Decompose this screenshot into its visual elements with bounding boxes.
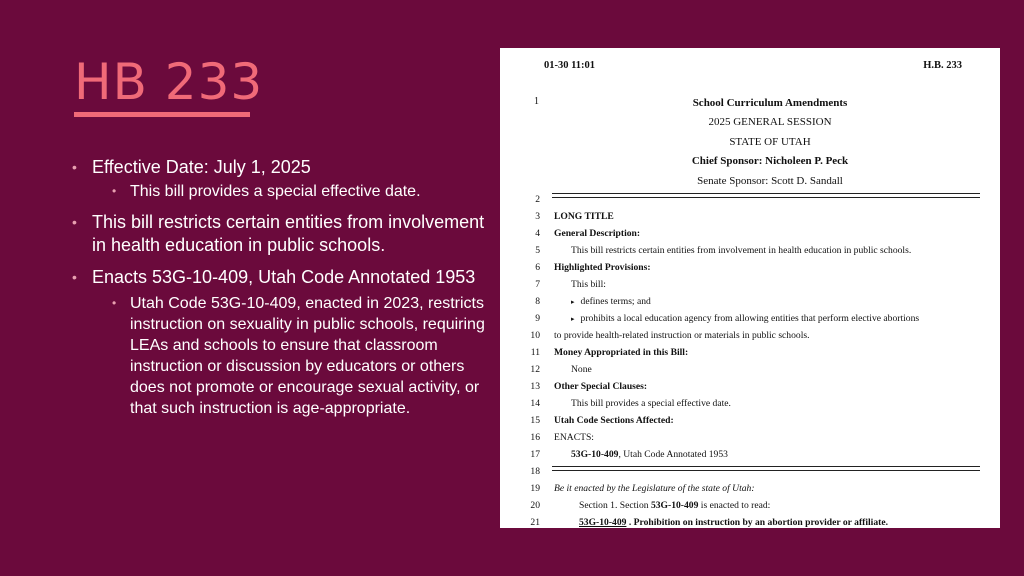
doc-line: 13 Other Special Clauses:: [530, 381, 648, 392]
doc-line: 15 Utah Code Sections Affected:: [530, 415, 674, 426]
doc-senate-sponsor: Senate Sponsor: Scott D. Sandall: [697, 175, 843, 187]
doc-bill-number: H.B. 233: [923, 60, 962, 71]
doc-line: 16 ENACTS:: [530, 432, 594, 443]
doc-line: 2: [535, 194, 540, 205]
sub-bullet-utah-code: • Utah Code 53G-10-409, enacted in 2023, restricts instruction on sexuality in public schools, requiring LEAs and schools to ensure that classroom instruction or discussion by educators or others does not promote or encourage sexual activity, or that such instruction is age-appropriate.: [72, 293, 492, 419]
line-number: 1: [534, 96, 539, 107]
bullet-enacts: • Enacts 53G-10-409, Utah Code Annotated 1953: [72, 266, 492, 289]
doc-line: 11 Money Appropriated in this Bill:: [530, 347, 689, 358]
doc-line: 14 This bill provides a special effective date.: [530, 398, 731, 409]
title-underline: [74, 112, 250, 117]
doc-line: 20 Section 1. Section 53G-10-409 is enacted to read:: [530, 500, 771, 511]
doc-line: 18: [530, 466, 540, 477]
doc-line: 4 General Description:: [535, 228, 641, 239]
triangle-bullet-icon: ▸: [571, 315, 575, 323]
doc-line: 21 53G-10-409 . Prohibition on instruction by an abortion provider or affiliate.: [530, 517, 888, 528]
bill-document-image: [500, 48, 1000, 528]
bullet-list: [72, 156, 492, 428]
doc-state: STATE OF UTAH: [729, 136, 811, 148]
doc-line: 6 Highlighted Provisions:: [535, 262, 651, 273]
doc-line: 7 This bill:: [535, 279, 606, 290]
doc-line: 3 LONG TITLE: [535, 211, 614, 222]
doc-stamp: 01-30 11:01: [544, 60, 596, 71]
doc-lines: [500, 191, 1000, 528]
doc-chief-sponsor: Chief Sponsor: Nicholeen P. Peck: [691, 155, 849, 167]
triangle-bullet-icon: ▸: [571, 298, 575, 306]
doc-line: 5 This bill restricts certain entities from involvement in health education in public schools.: [535, 245, 912, 256]
doc-bill-title: School Curriculum Amendments: [692, 97, 848, 109]
doc-line: 12 None: [530, 364, 592, 375]
bullet-effective-date: • Effective Date: July 1, 2025: [72, 156, 492, 179]
bullet-restricts: • This bill restricts certain entities from involvement in health education in public schools.: [72, 211, 492, 257]
doc-line: 9 ▸ prohibits a local education agency from allowing entities that perform elective abortions: [535, 313, 920, 324]
doc-line: 17 53G-10-409, Utah Code Annotated 1953: [530, 449, 728, 460]
doc-line: 10 to provide health-related instruction or materials in public schools.: [530, 330, 810, 341]
sub-bullet-effective-date: • This bill provides a special effective date.: [72, 181, 492, 202]
slide-title: HB 233: [74, 53, 264, 111]
doc-session: 2025 GENERAL SESSION: [708, 116, 832, 128]
doc-line: 8 ▸ defines terms; and: [535, 296, 651, 307]
doc-line: 19 Be it enacted by the Legislature of the state of Utah:: [530, 483, 755, 494]
